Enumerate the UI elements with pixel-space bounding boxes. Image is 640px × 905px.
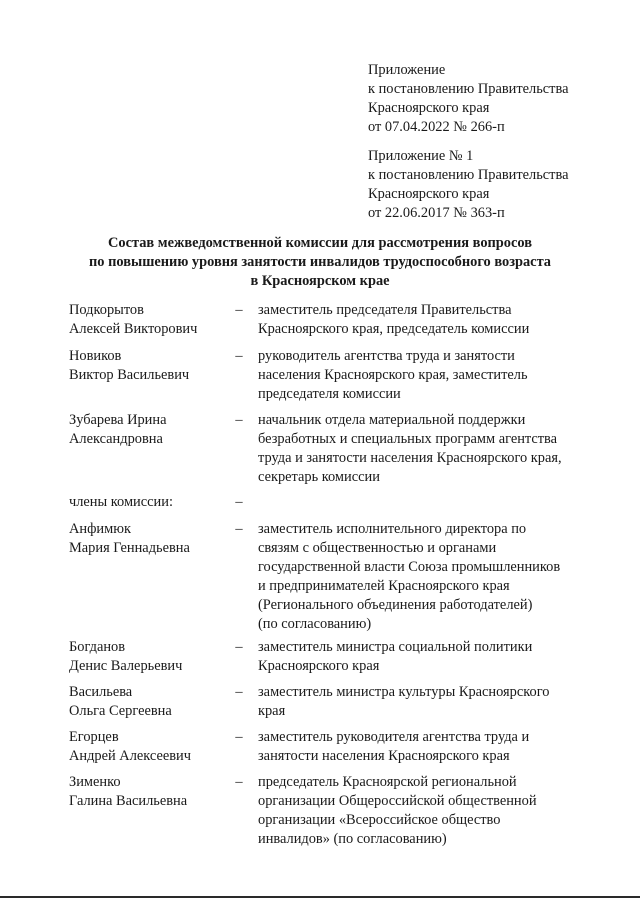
- member-name-line: Денис Валерьевич: [69, 658, 183, 674]
- member-role-line: начальник отдела материальной поддержки: [258, 412, 526, 428]
- member-dash: –: [235, 412, 243, 428]
- member-role-line: секретарь комиссии: [258, 469, 380, 485]
- member-role-line: края: [258, 703, 286, 719]
- appendix-line: Красноярского края: [368, 100, 490, 116]
- member-name-line: Анфимюк: [69, 521, 131, 537]
- member-dash: –: [235, 774, 243, 790]
- member-dash: –: [235, 348, 243, 364]
- member-role-line: связям с общественностью и органами: [258, 540, 497, 556]
- member-name-line: Подкорытов: [69, 302, 144, 318]
- member-name-line: Егорцев: [69, 729, 119, 745]
- appendix-header-current: [368, 61, 628, 137]
- member-name: [69, 520, 229, 558]
- member-role-line: организации Общероссийской общественной: [258, 793, 537, 809]
- member-role-line: заместитель министра социальной политики: [258, 639, 533, 655]
- title-line: в Красноярском крае: [250, 273, 390, 289]
- appendix-line: от 07.04.2022 № 266-п: [368, 119, 505, 135]
- member-dash: –: [235, 684, 243, 700]
- member-name-line: Алексей Викторович: [69, 321, 198, 337]
- appendix-line: Красноярского края: [368, 186, 490, 202]
- member-name: [69, 301, 229, 339]
- appendix-header-original: [368, 147, 628, 223]
- appendix-line: к постановлению Правительства: [368, 167, 569, 183]
- member-name-line: Зубарева Ирина: [69, 412, 167, 428]
- member-role-line: заместитель исполнительного директора по: [258, 521, 527, 537]
- member-role-line: и предпринимателей Красноярского края: [258, 578, 510, 594]
- member-role-line: заместитель министра культуры Красноярского: [258, 684, 550, 700]
- member-role-line: Красноярского края, председатель комиссии: [258, 321, 530, 337]
- member-name-line: Виктор Васильевич: [69, 367, 190, 383]
- member-role-line: организации «Всероссийское общество: [258, 812, 501, 828]
- member-role: [258, 728, 608, 766]
- member-role: [258, 683, 608, 721]
- member-name: [69, 493, 229, 512]
- member-name: [69, 683, 229, 721]
- member-name: [69, 773, 229, 811]
- member-role-line: председателя комиссии: [258, 386, 401, 402]
- member-dash: –: [235, 729, 243, 745]
- member-dash: –: [235, 302, 243, 318]
- member-name-line: члены комиссии:: [69, 494, 173, 510]
- member-role-line: занятости населения Красноярского края: [258, 748, 510, 764]
- member-role-line: председатель Красноярской региональной: [258, 774, 517, 790]
- title-line: по повышению уровня занятости инвалидов трудоспособного возраста: [88, 254, 552, 270]
- member-role: [258, 520, 608, 634]
- member-role: [258, 411, 608, 487]
- member-role-line: заместитель руководителя агентства труда и: [258, 729, 530, 745]
- member-name-line: Зименко: [69, 774, 121, 790]
- member-name-line: Богданов: [69, 639, 126, 655]
- member-name: [69, 411, 229, 449]
- member-role: [258, 347, 608, 404]
- member-role-line: населения Красноярского края, заместитель: [258, 367, 528, 383]
- member-role-line: (по согласованию): [258, 616, 372, 632]
- title-line: Состав межведомственной комиссии для рассмотрения вопросов: [107, 235, 533, 251]
- member-dash: –: [235, 639, 243, 655]
- member-role: [258, 773, 608, 849]
- member-name-line: Васильева: [69, 684, 133, 700]
- appendix-line: Приложение № 1: [368, 148, 474, 164]
- member-name-line: Галина Васильевна: [69, 793, 188, 809]
- member-name-line: Александровна: [69, 431, 163, 447]
- member-name-line: Новиков: [69, 348, 122, 364]
- member-name-line: Ольга Сергеевна: [69, 703, 172, 719]
- member-name: [69, 638, 229, 676]
- appendix-line: от 22.06.2017 № 363-п: [368, 205, 505, 221]
- member-name-line: Андрей Алексеевич: [69, 748, 191, 764]
- member-name: [69, 728, 229, 766]
- document-title: [40, 234, 600, 291]
- member-role: [258, 301, 608, 339]
- appendix-line: к постановлению Правительства: [368, 81, 569, 97]
- appendix-line: Приложение: [368, 62, 446, 78]
- page-bottom-edge: [0, 896, 640, 898]
- member-role-line: инвалидов» (по согласованию): [258, 831, 447, 847]
- member-dash: –: [235, 494, 243, 510]
- member-role-line: заместитель председателя Правительства: [258, 302, 512, 318]
- member-role: [258, 638, 608, 676]
- member-role-line: государственной власти Союза промышленников: [258, 559, 561, 575]
- member-role-line: труда и занятости населения Красноярского края,: [258, 450, 562, 466]
- member-role-line: безработных и специальных программ агентства: [258, 431, 558, 447]
- member-name-line: Мария Геннадьевна: [69, 540, 190, 556]
- member-name: [69, 347, 229, 385]
- member-role-line: Красноярского края: [258, 658, 380, 674]
- member-role-line: руководитель агентства труда и занятости: [258, 348, 515, 364]
- member-dash: –: [235, 521, 243, 537]
- member-role-line: (Регионального объединения работодателей): [258, 597, 533, 613]
